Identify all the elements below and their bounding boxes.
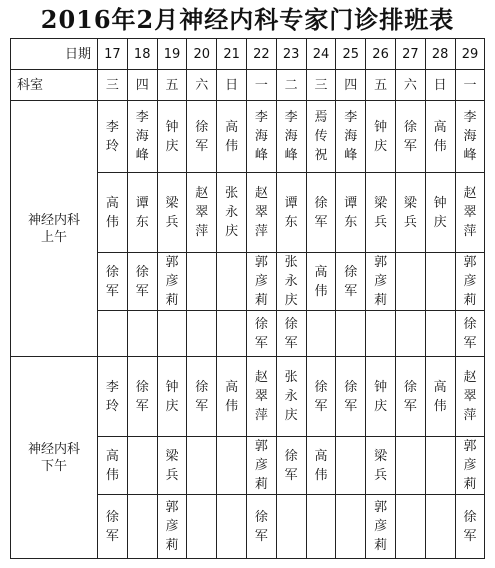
doctor-cell (366, 495, 396, 559)
doctor-cell (425, 311, 455, 357)
schedule-row (11, 101, 485, 173)
doctor-cell (336, 357, 366, 437)
doctor-name: 李海峰 (463, 110, 477, 163)
doctor-name: 谭东 (135, 195, 149, 230)
date-cell: 17 (98, 39, 128, 70)
doctor-name: 梁兵 (374, 195, 388, 230)
doctor-cell (276, 495, 306, 559)
doctor-cell (455, 253, 485, 311)
weekday-cell: 日 (425, 70, 455, 101)
weekday-row (11, 70, 485, 101)
doctor-name: 郭彦莉 (374, 500, 388, 553)
doctor-cell (455, 495, 485, 559)
doctor-cell (276, 311, 306, 357)
doctor-cell (246, 101, 276, 173)
doctor-name: 李海峰 (135, 110, 149, 163)
section-label-line1: 神经内科 (27, 441, 80, 457)
doctor-name: 郭彦莉 (254, 439, 268, 492)
doctor-cell (455, 101, 485, 173)
doctor-cell (157, 253, 187, 311)
doctor-cell (336, 173, 366, 253)
doctor-cell (395, 311, 425, 357)
page-title: 2016年2月神经内科专家门诊排班表 (40, 5, 455, 34)
section-label-line2: 上午 (40, 229, 67, 245)
doctor-name: 钟庆 (433, 195, 447, 230)
doctor-cell (246, 253, 276, 311)
doctor-cell (246, 495, 276, 559)
doctor-cell (306, 357, 336, 437)
doctor-cell (127, 311, 157, 357)
doctor-name: 焉传祝 (314, 110, 328, 163)
date-cell: 28 (425, 39, 455, 70)
doctor-cell (306, 101, 336, 173)
doctor-cell (276, 357, 306, 437)
section-label-line2: 下午 (40, 458, 67, 474)
doctor-cell (157, 311, 187, 357)
weekday-cell: 三 (306, 70, 336, 101)
doctor-cell (366, 101, 396, 173)
doctor-cell (455, 357, 485, 437)
doctor-cell (98, 173, 128, 253)
doctor-name: 谭东 (284, 195, 298, 230)
doctor-cell (336, 495, 366, 559)
doctor-cell (366, 311, 396, 357)
doctor-cell (157, 357, 187, 437)
doctor-name: 徐军 (463, 316, 477, 351)
doctor-cell (366, 437, 396, 495)
doctor-name: 梁兵 (374, 448, 388, 483)
doctor-name: 徐军 (314, 195, 328, 230)
doctor-name: 赵翠萍 (463, 186, 477, 239)
doctor-cell (395, 437, 425, 495)
doctor-name: 梁兵 (165, 195, 179, 230)
doctor-cell (217, 101, 247, 173)
doctor-name: 高伟 (314, 448, 328, 483)
doctor-cell (366, 253, 396, 311)
doctor-name: 梁兵 (403, 195, 417, 230)
doctor-cell (395, 495, 425, 559)
doctor-cell (306, 437, 336, 495)
weekday-cell: 四 (127, 70, 157, 101)
weekday-cell: 一 (246, 70, 276, 101)
dept-header-label: 科室 (11, 70, 98, 101)
doctor-name: 徐军 (105, 264, 119, 299)
weekday-cell: 三 (98, 70, 128, 101)
doctor-cell (98, 357, 128, 437)
doctor-name: 张永庆 (284, 255, 298, 308)
doctor-cell (366, 173, 396, 253)
doctor-cell (187, 437, 217, 495)
doctor-cell (187, 101, 217, 173)
doctor-cell (395, 357, 425, 437)
doctor-name: 钟庆 (165, 119, 179, 154)
doctor-name: 高伟 (105, 195, 119, 230)
doctor-cell (157, 101, 187, 173)
doctor-cell (306, 173, 336, 253)
doctor-cell (336, 311, 366, 357)
doctor-cell (217, 357, 247, 437)
doctor-name: 郭彦莉 (165, 255, 179, 308)
doctor-cell (98, 253, 128, 311)
doctor-cell (306, 311, 336, 357)
weekday-cell: 六 (395, 70, 425, 101)
date-cell: 20 (187, 39, 217, 70)
doctor-cell (127, 101, 157, 173)
weekday-cell: 五 (366, 70, 396, 101)
doctor-name: 郭彦莉 (463, 439, 477, 492)
doctor-cell (395, 101, 425, 173)
doctor-name: 徐军 (195, 119, 209, 154)
doctor-cell (366, 357, 396, 437)
doctor-name: 徐军 (195, 379, 209, 414)
doctor-name: 高伟 (105, 448, 119, 483)
doctor-cell (336, 253, 366, 311)
doctor-name: 钟庆 (374, 119, 388, 154)
doctor-name: 徐军 (105, 509, 119, 544)
doctor-name: 徐军 (403, 119, 417, 154)
doctor-name: 李玲 (105, 119, 119, 154)
doctor-name: 赵翠萍 (463, 370, 477, 423)
doctor-name: 谭东 (344, 195, 358, 230)
date-cell: 29 (455, 39, 485, 70)
weekday-cell: 六 (187, 70, 217, 101)
doctor-name: 高伟 (225, 379, 239, 414)
doctor-cell (425, 495, 455, 559)
doctor-cell (395, 253, 425, 311)
doctor-cell (157, 437, 187, 495)
date-cell: 22 (246, 39, 276, 70)
doctor-cell (98, 437, 128, 495)
doctor-cell (276, 437, 306, 495)
doctor-cell (425, 173, 455, 253)
doctor-name: 郭彦莉 (254, 255, 268, 308)
doctor-cell (127, 437, 157, 495)
doctor-cell (187, 495, 217, 559)
doctor-name: 李海峰 (344, 110, 358, 163)
date-cell: 27 (395, 39, 425, 70)
weekday-cell: 五 (157, 70, 187, 101)
section-label (11, 357, 98, 559)
doctor-cell (425, 253, 455, 311)
date-cell: 19 (157, 39, 187, 70)
doctor-cell (276, 253, 306, 311)
doctor-cell (455, 173, 485, 253)
doctor-cell (246, 357, 276, 437)
section-label-line1: 神经内科 (27, 212, 80, 228)
doctor-cell (217, 311, 247, 357)
doctor-cell (246, 311, 276, 357)
doctor-name: 李海峰 (254, 110, 268, 163)
doctor-name: 徐军 (254, 316, 268, 351)
doctor-name: 徐军 (135, 264, 149, 299)
doctor-name: 郭彦莉 (374, 255, 388, 308)
doctor-name: 徐军 (344, 264, 358, 299)
doctor-cell (425, 101, 455, 173)
doctor-cell (127, 253, 157, 311)
weekday-cell: 二 (276, 70, 306, 101)
doctor-cell (127, 173, 157, 253)
date-cell: 23 (276, 39, 306, 70)
doctor-name: 高伟 (433, 119, 447, 154)
doctor-name: 梁兵 (165, 448, 179, 483)
weekday-cell: 四 (336, 70, 366, 101)
doctor-name: 徐军 (314, 379, 328, 414)
date-row (11, 39, 485, 70)
doctor-name: 赵翠萍 (195, 186, 209, 239)
doctor-name: 徐军 (135, 379, 149, 414)
doctor-cell (157, 173, 187, 253)
date-cell: 25 (336, 39, 366, 70)
doctor-name: 徐军 (284, 448, 298, 483)
doctor-cell (217, 437, 247, 495)
doctor-cell (425, 437, 455, 495)
doctor-cell (98, 101, 128, 173)
doctor-name: 钟庆 (374, 379, 388, 414)
section-label (11, 101, 98, 357)
schedule-row (11, 357, 485, 437)
schedule-table (10, 38, 485, 559)
doctor-name: 徐军 (403, 379, 417, 414)
doctor-name: 张永庆 (284, 370, 298, 423)
doctor-name: 徐军 (254, 509, 268, 544)
date-cell: 18 (127, 39, 157, 70)
doctor-name: 郭彦莉 (463, 255, 477, 308)
doctor-name: 徐军 (463, 509, 477, 544)
doctor-name: 李海峰 (284, 110, 298, 163)
doctor-name: 高伟 (225, 119, 239, 154)
doctor-name: 赵翠萍 (254, 186, 268, 239)
doctor-cell (276, 173, 306, 253)
doctor-name: 李玲 (105, 379, 119, 414)
doctor-cell (217, 173, 247, 253)
doctor-cell (455, 437, 485, 495)
doctor-cell (306, 253, 336, 311)
doctor-name: 高伟 (433, 379, 447, 414)
doctor-cell (187, 357, 217, 437)
doctor-cell (336, 101, 366, 173)
doctor-name: 郭彦莉 (165, 500, 179, 553)
doctor-name: 钟庆 (165, 379, 179, 414)
doctor-cell (336, 437, 366, 495)
doctor-cell (127, 495, 157, 559)
doctor-cell (425, 357, 455, 437)
doctor-cell (98, 311, 128, 357)
doctor-cell (455, 311, 485, 357)
weekday-cell: 日 (217, 70, 247, 101)
doctor-cell (306, 495, 336, 559)
date-header-label: 日期 (11, 39, 98, 70)
doctor-cell (127, 357, 157, 437)
doctor-name: 张永庆 (225, 186, 239, 239)
date-cell: 21 (217, 39, 247, 70)
date-cell: 26 (366, 39, 396, 70)
doctor-cell (246, 173, 276, 253)
doctor-cell (217, 495, 247, 559)
doctor-name: 徐军 (284, 316, 298, 351)
doctor-cell (98, 495, 128, 559)
doctor-cell (395, 173, 425, 253)
date-cell: 24 (306, 39, 336, 70)
doctor-cell (276, 101, 306, 173)
doctor-name: 赵翠萍 (254, 370, 268, 423)
doctor-cell (187, 311, 217, 357)
doctor-name: 徐军 (344, 379, 358, 414)
doctor-cell (246, 437, 276, 495)
doctor-cell (187, 173, 217, 253)
doctor-cell (187, 253, 217, 311)
weekday-cell: 一 (455, 70, 485, 101)
doctor-cell (157, 495, 187, 559)
doctor-cell (217, 253, 247, 311)
doctor-name: 高伟 (314, 264, 328, 299)
